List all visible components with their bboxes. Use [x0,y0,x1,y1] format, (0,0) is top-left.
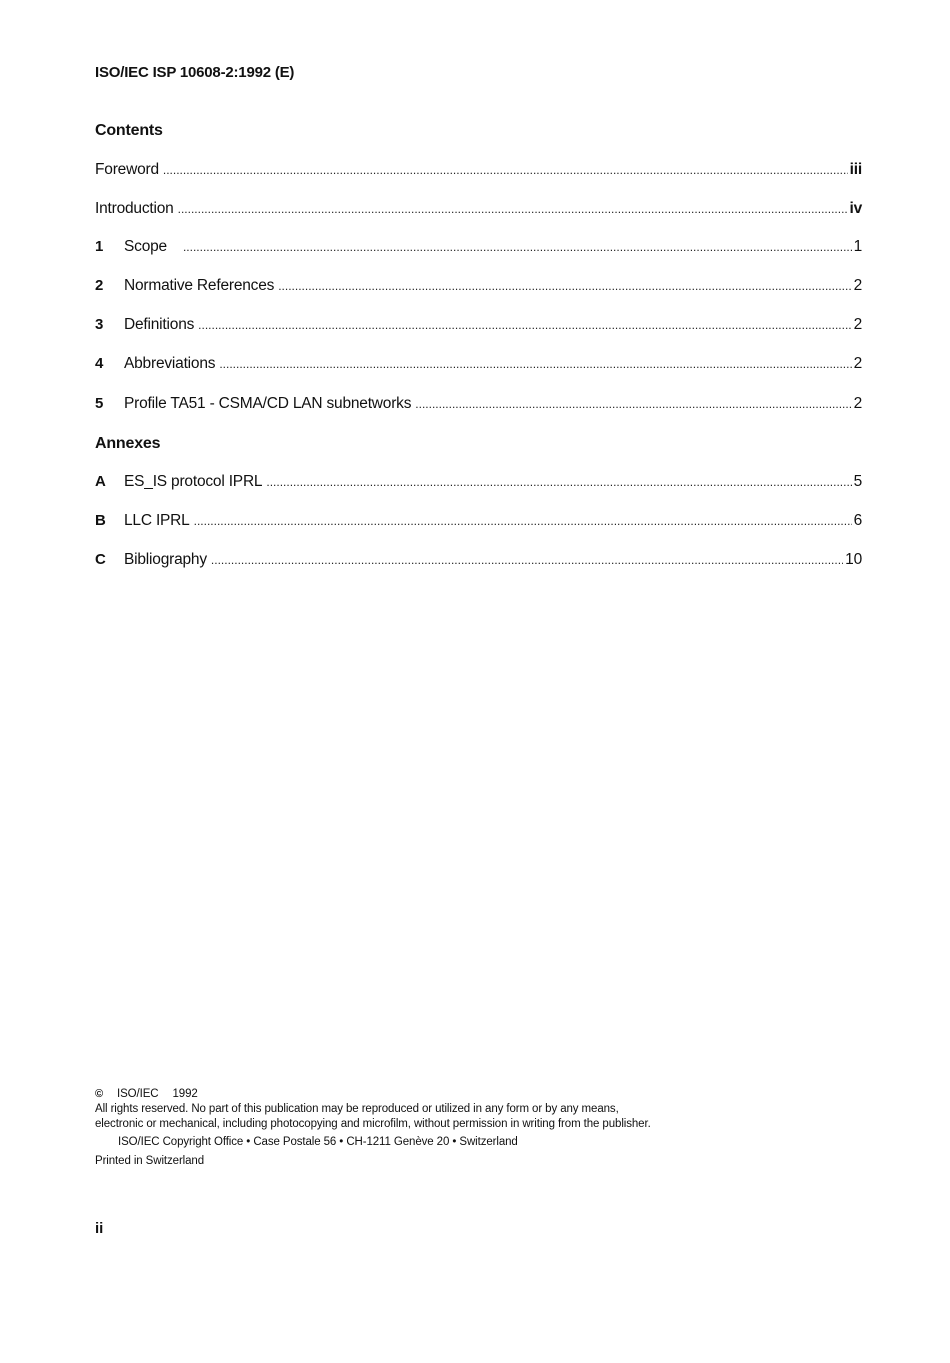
dot-leader [266,475,851,489]
toc-entry-title: Foreword [95,161,159,178]
toc-entry-page: 1 [853,238,862,255]
dot-leader [183,240,852,254]
toc-entry-page: 2 [853,316,862,333]
dot-leader [278,279,851,293]
contents-heading: Contents [95,122,163,139]
toc-entry-scope[interactable] [95,238,862,260]
toc-entry-annex-b[interactable] [95,512,862,534]
copyright-line [95,1087,655,1102]
copyright-rights-text: All rights reserved. No part of this publication may be reproduced or utilized in any form or by any means, electronic or mechanical, including photocopying and microfilm, without permission in writing from the publisher. [95,1103,651,1130]
copyright-notice [95,1087,655,1169]
toc-entry-title: Bibliography [124,551,207,568]
toc-entry-title: Profile TA51 - CSMA/CD LAN subnetworks [124,395,412,412]
toc-entry-title: ES_IS protocol IPRL [124,473,263,490]
toc-entry-title: Scope [124,238,167,255]
document-id-header: ISO/IEC ISP 10608-2:1992 (E) [95,64,295,81]
page-number: ii [95,1220,104,1237]
copyright-icon: © [95,1088,104,1100]
toc-entry-number: 5 [95,395,104,412]
toc-entry-annex-c[interactable] [95,551,862,573]
toc-entry-page: 2 [853,395,862,412]
toc-entry-definitions[interactable] [95,316,862,338]
toc-entry-page: 2 [853,355,862,372]
toc-entry-number: B [95,512,106,529]
toc-entry-profile-ta51[interactable] [95,395,862,417]
toc-entry-title: Definitions [124,316,195,333]
toc-entry-title: Introduction [95,200,174,217]
toc-entry-number: 3 [95,316,104,333]
toc-entry-normative-references[interactable] [95,277,862,299]
toc-entry-title: Normative References [124,277,275,294]
toc-entry-page: 2 [853,277,862,294]
toc-entry-number: 1 [95,238,104,255]
annexes-heading: Annexes [95,435,161,452]
toc-entry-page: 5 [853,473,862,490]
toc-entry-page: iii [849,161,862,178]
dot-leader [415,397,851,411]
copyright-holder: ISO/IEC [117,1088,159,1100]
toc-entry-title: LLC IPRL [124,512,190,529]
dot-leader [194,514,852,528]
toc-entry-foreword[interactable] [95,161,862,183]
copyright-office-address: ISO/IEC Copyright Office • Case Postale 56 • CH-1211 Genève 20 • Switzerland [118,1136,518,1148]
copyright-year: 1992 [172,1088,198,1100]
toc-entry-annex-a[interactable] [95,473,862,495]
dot-leader [219,357,851,371]
toc-entry-title: Abbreviations [124,355,216,372]
toc-entry-page: 10 [845,551,862,568]
toc-entry-number: C [95,551,106,568]
toc-entry-page: 6 [853,512,862,529]
dot-leader [178,202,848,216]
dot-leader [198,318,851,332]
toc-entry-number: 4 [95,355,104,372]
toc-entry-abbreviations[interactable] [95,355,862,377]
toc-entry-page: iv [849,200,862,217]
dot-leader [163,163,848,177]
toc-entry-introduction[interactable] [95,200,862,222]
toc-entry-number: 2 [95,277,104,294]
printed-in-text: Printed in Switzerland [95,1155,205,1167]
dot-leader [211,553,843,567]
toc-entry-number: A [95,473,106,490]
